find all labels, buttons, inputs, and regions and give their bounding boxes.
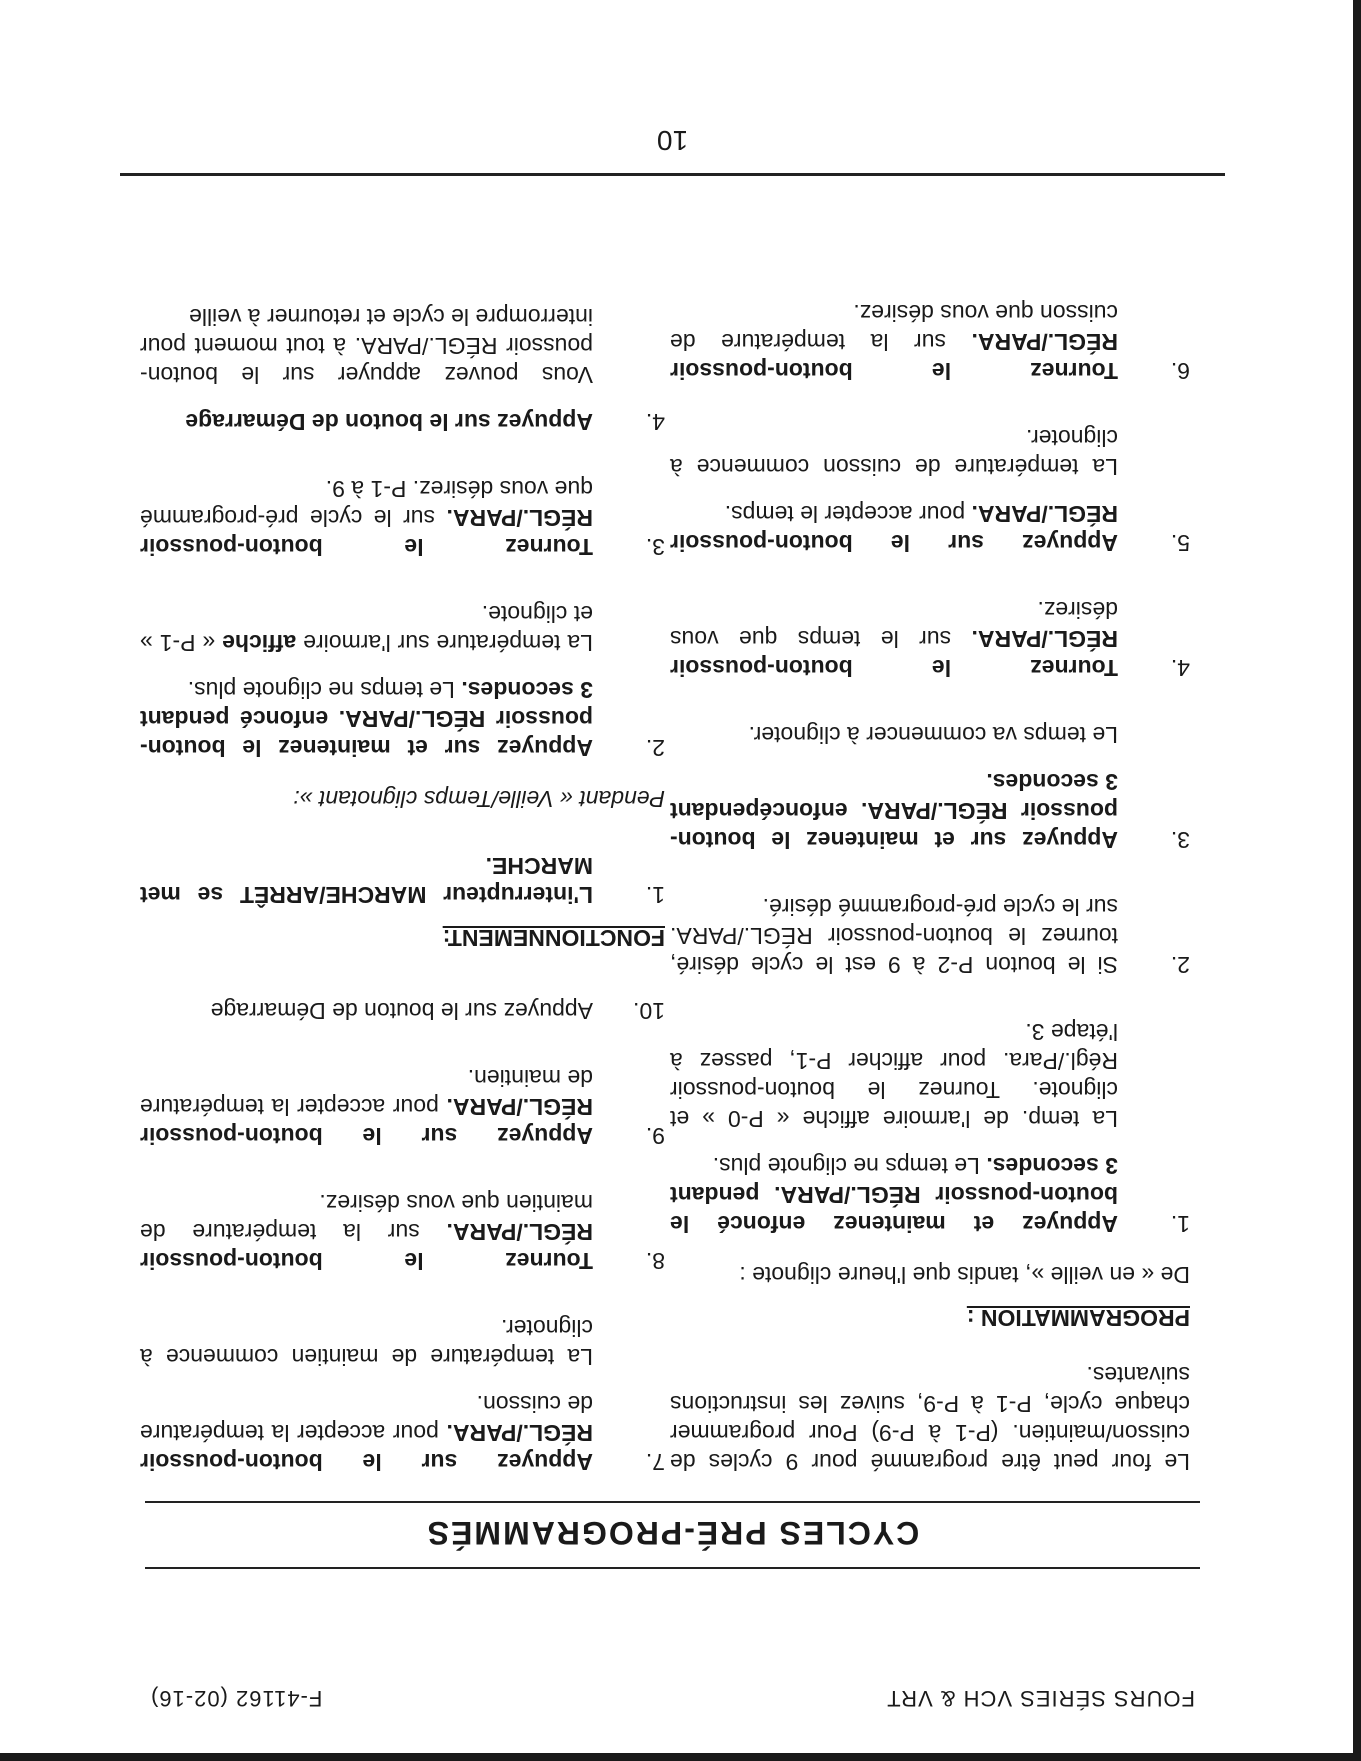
op-step: 3. Tournez le bouton-poussoir RÉGL./PARA. sur le cycle pré-programmé que vous désirez. P-1 à 9. — [140, 476, 665, 560]
prog-step: 6. Tournez le bouton-poussoir RÉGL./PARA. sur la température de cuisson que vous désirez. — [670, 300, 1190, 384]
prog-step: 10. Appuyez sur le bouton de Démarrage — [210, 998, 665, 1024]
header-left: FOURS SÉRIES VCH & VRT — [886, 1686, 1195, 1711]
fonctionnement-lead: Pendant « Veille/Temps clignotant »: — [293, 786, 665, 812]
op-step: 1. L'interrupteur MARCHE/ARRÊT se met MARCHE. — [140, 853, 665, 908]
intro-paragraph: Le four peut être programmé pour 9 cycles de cuisson/maintien. (P-1 à P-9) Pour programmer chaque cycle, P-1 à P-9, suivez les instructions suivantes. — [670, 1362, 1190, 1475]
programmation-lead: De « en veille », tandis que l'heure clignote : — [739, 1262, 1190, 1288]
header-right: F-41162 (02-16) — [150, 1686, 323, 1711]
title-rule-top — [145, 1567, 1200, 1569]
footer-rule — [120, 173, 1225, 176]
prog-step: 4. Tournez le bouton-poussoir RÉGL./PARA. sur le temps que vous désirez. — [670, 597, 1190, 681]
prog-step: 8. Tournez le bouton-poussoir RÉGL./PARA. sur la température de maintien que vous désirez. — [140, 1190, 665, 1274]
op-step: 2. Appuyez sur et maintenez le bouton-poussoir RÉGL./PARA. enfoncé pendant 3 secondes. Le temps ne clignote plus. La température sur l'armoire affiche « P-1 » et clignote. — [140, 601, 665, 761]
title-rule-bottom — [145, 1501, 1200, 1503]
running-header — [150, 1685, 1195, 1711]
left-column — [670, 260, 1190, 1476]
right-column — [140, 264, 665, 1476]
page-title: CYCLES PRÉ-PROGRAMMÉS — [425, 1515, 920, 1551]
programmation-heading: PROGRAMMATION : — [966, 1305, 1190, 1331]
prog-step: 9. Appuyez sur le bouton-poussoir RÉGL./PARA. pour accepter la température de maintien. — [140, 1065, 665, 1149]
fonctionnement-heading: FONCTIONNEMENT: — [442, 925, 665, 951]
prog-step: 2. Si le bouton P-2 à 9 est le cycle désiré, tournez le bouton-poussoir RÉGL./PARA. sur le cycle pré-programmé désiré. — [670, 894, 1190, 978]
op-step: 4. Appuyez sur le bouton de Démarrage Vous pouvez appuyer sur le bouton-poussoir RÉGL./PARA. à tout moment pour interrompre le cycle et retourner à veille — [140, 304, 665, 435]
scan-edge-right — [1353, 0, 1361, 1761]
prog-step: 7. Appuyez sur le bouton-poussoir RÉGL./PARA. pour accepter la température de cuisson. La température de maintien commence à clignoter. — [140, 1315, 665, 1475]
prog-step: 1. Appuyez et maintenez enfoncé le bouton-poussoir RÉGL./PARA. pendant 3 secondes. Le temps ne clignote plus. La temp. de l'armoire affiche « P-0 » et clignote. Tournez le bouton-poussoir Régl./Para. pour afficher P-1, passez à l'étape 3. — [670, 1019, 1190, 1237]
page-number: 10 — [656, 125, 689, 156]
prog-step: 3. Appuyez sur et maintenez le bouton-poussoir RÉGL./PARA. enfoncépendant 3 secondes. Le temps va commencer à clignoter. — [670, 722, 1190, 853]
prog-step: 5. Appuyez sur le bouton-poussoir RÉGL./PARA. pour accepter le temps. La température de cuisson commence à clignoter. — [670, 425, 1190, 556]
